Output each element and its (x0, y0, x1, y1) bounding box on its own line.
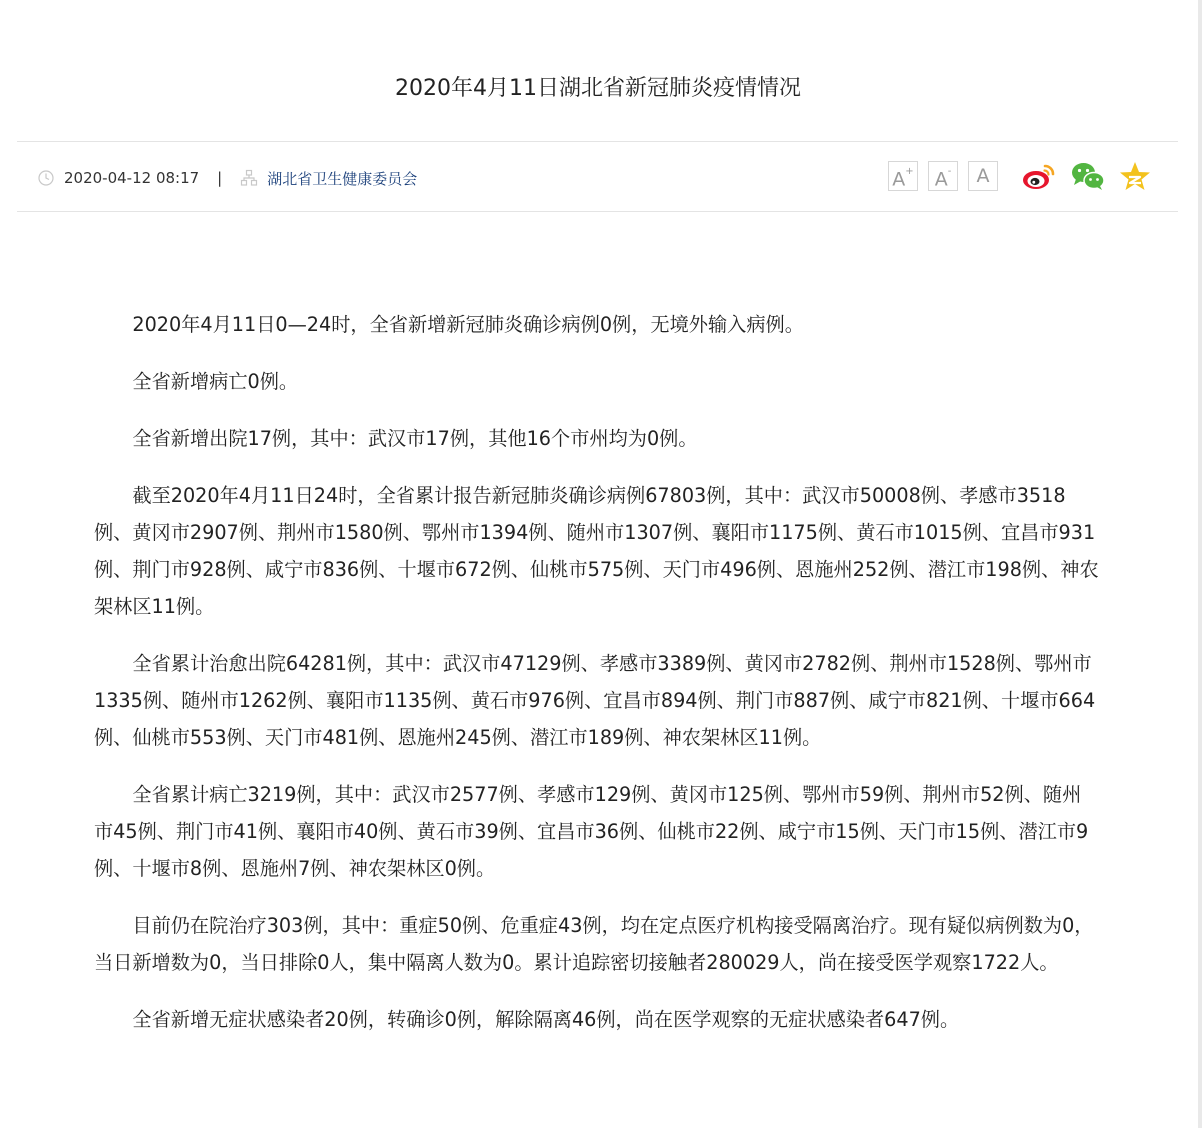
page-scrollbar[interactable] (1198, 0, 1202, 1128)
article-paragraph: 2020年4月11日0—24时，全省新增新冠肺炎确诊病例0例，无境外输入病例。 (132, 313, 804, 336)
publish-datetime: 2020-04-12 08:17 (64, 169, 200, 187)
article-paragraph: 全省累计治愈出院64281例，其中：武汉市47129例、孝感市3389例、黄冈市2782例、荆州市1528例、鄂州市1335例、随州市1262例、襄阳市1135例、黄石市976例、宜昌市894例、荆门市887例、咸宁市821例、十堰市664例、仙桃市553例、天门市481例、恩施州245例、潜江市189例、神农架林区11例。 (94, 652, 1096, 749)
article-paragraph: 全省新增出院17例，其中：武汉市17例，其他16个市州均为0例。 (132, 427, 698, 450)
font-default-label: A (976, 165, 990, 187)
font-default-button[interactable] (968, 161, 998, 191)
article-paragraph: 全省新增病亡0例。 (132, 370, 299, 393)
article-paragraph: 全省累计病亡3219例，其中：武汉市2577例、孝感市129例、黄冈市125例、鄂州市59例、荆州市52例、随州市45例、荆门市41例、襄阳市40例、黄石市39例、宜昌市36例、仙桃市22例、咸宁市15例、天门市15例、潜江市9例、十堰市8例、恩施州7例、神农架林区0例。 (94, 783, 1089, 880)
font-smaller-button[interactable] (928, 161, 958, 191)
article-title: 2020年4月11日湖北省新冠肺炎疫情情况 (395, 76, 801, 101)
font-larger-mark: + (905, 166, 914, 177)
font-smaller-mark: - (947, 166, 952, 177)
article-paragraph: 截至2020年4月11日24时，全省累计报告新冠肺炎确诊病例67803例，其中：武汉市50008例、孝感市3518例、黄冈市2907例、荆州市1580例、鄂州市1394例、随州市1307例、襄阳市1175例、黄石市1015例、宜昌市931例、荆门市928例、咸宁市836例、十堰市672例、仙桃市575例、天门市496例、恩施州252例、潜江市198例、神农架林区11例。 (94, 484, 1099, 618)
article-body (94, 306, 1100, 1058)
meta-divider (17, 211, 1178, 212)
font-smaller-label: A (934, 168, 948, 191)
qzone-share-button[interactable] (1117, 160, 1153, 192)
weibo-share-button[interactable] (1021, 160, 1057, 192)
title-divider (17, 141, 1178, 142)
article-paragraph: 全省新增无症状感染者20例，转确诊0例，解除隔离46例，尚在医学观察的无症状感染者647例。 (132, 1008, 960, 1031)
font-larger-label: A (892, 168, 906, 191)
weibo-icon (1021, 177, 1057, 196)
wechat-icon (1070, 177, 1106, 196)
meta-separator: | (217, 169, 223, 187)
article-source-link[interactable]: 湖北省卫生健康委员会 (267, 169, 418, 188)
organization-icon (240, 169, 258, 187)
article-paragraph: 目前仍在院治疗303例，其中：重症50例、危重症43例，均在定点医疗机构接受隔离治疗。现有疑似病例数为0，当日新增数为0，当日排除0人，集中隔离人数为0。累计追踪密切接触者280029人，尚在接受医学观察1722人。 (94, 914, 1094, 974)
font-larger-button[interactable] (888, 161, 918, 191)
qzone-icon (1117, 177, 1153, 196)
clock-icon (37, 169, 55, 187)
article-meta (37, 164, 417, 192)
wechat-share-button[interactable] (1070, 160, 1106, 192)
